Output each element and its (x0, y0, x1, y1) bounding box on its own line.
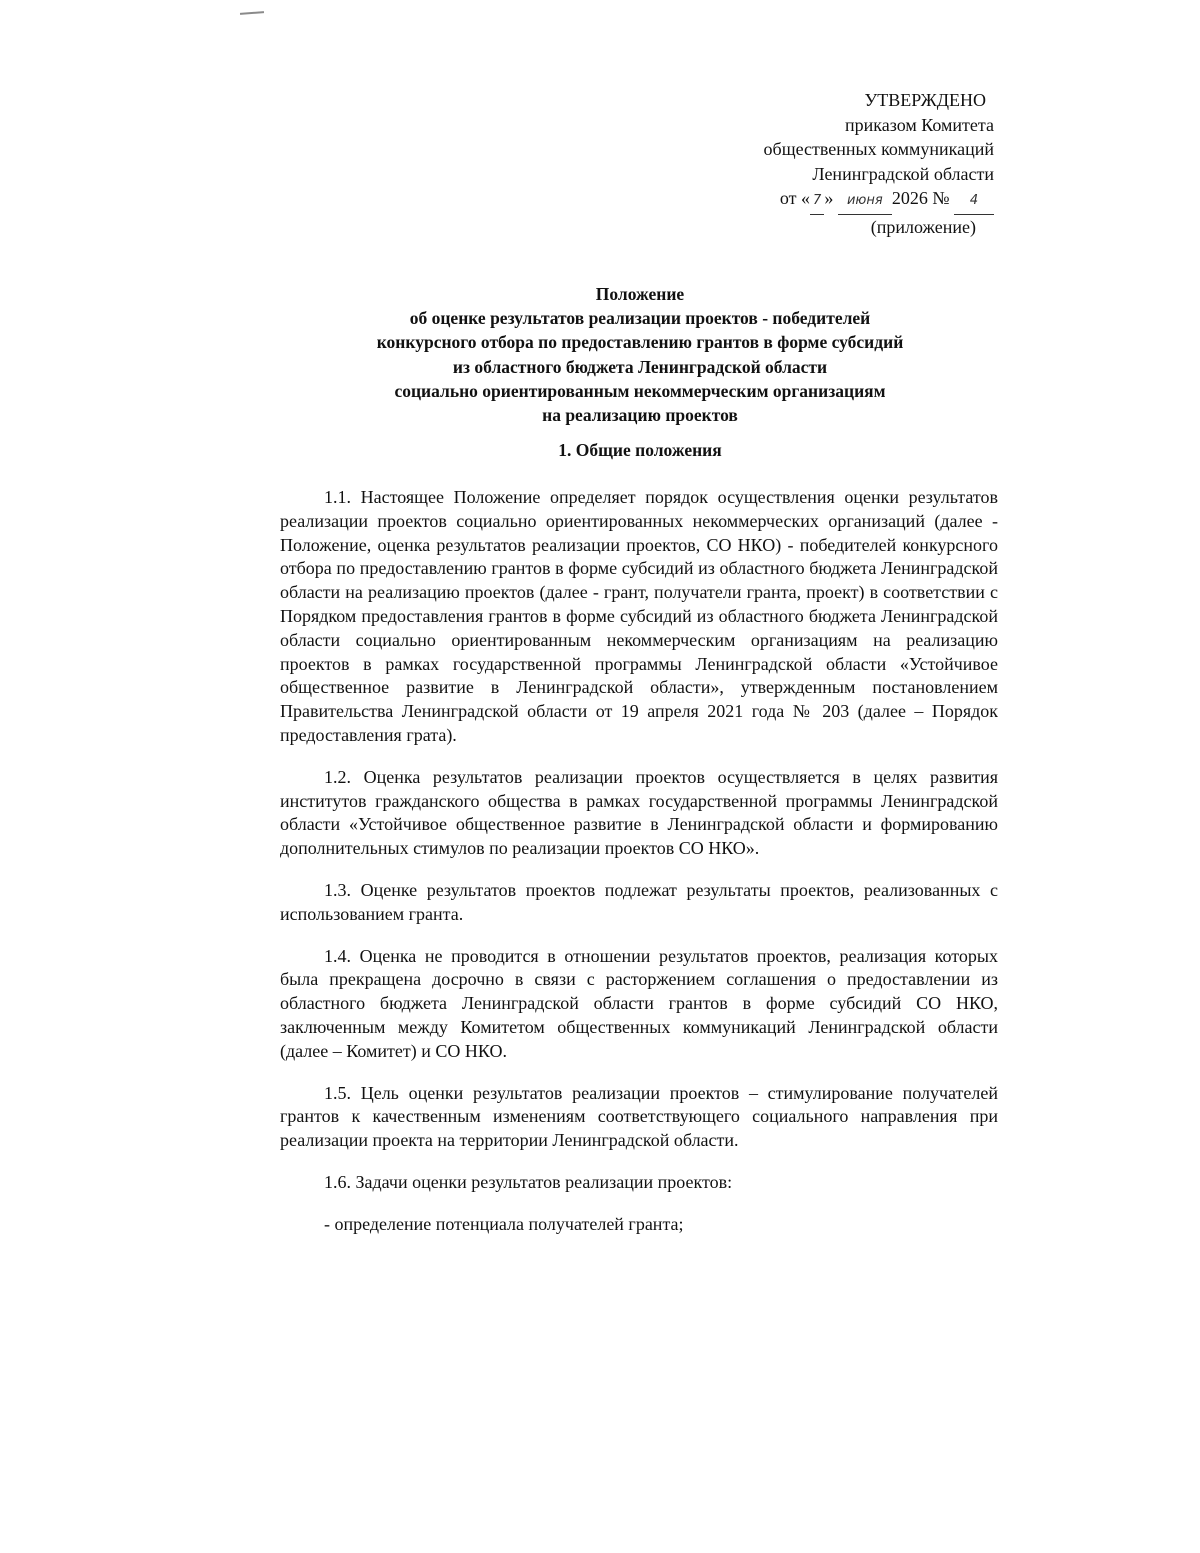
approval-line-order: приказом Комитета (844, 114, 994, 135)
paragraph-1-1: 1.1. Настоящее Положение определяет порядок осуществления оценки результатов реализации проектов социально ориентированных некоммерческих организаций (далее - Положение, оценка результатов реализации проектов, СО НКО) - победителей конкурсного отбора по предоставлению грантов в форме субсидий из областного бюджета Ленинградской области на реализацию проектов (далее - грант, получатели гранта, проект) в соответствии с Порядком предоставления грантов в форме субсидий из областного бюджета Ленинградской области социально ориентированным некоммерческим организациям на реализацию проектов в рамках государственной программы Ленинградской области «Устойчивое общественное развитие в Ленинградской области», утвержденным постановлением Правительства Ленинградской области от 19 апреля 2021 года № 203 (далее – Порядок предоставления грата). (280, 487, 998, 745)
paragraph-1-5: 1.5. Цель оценки результатов реализации проектов – стимулирование получателей грантов к качественным изменениям соответствующего социального направления при реализации проекта на территории Ленинградской области. (280, 1082, 998, 1151)
paragraph-1-4: 1.4. Оценка не проводится в отношении результатов проектов, реализация которых была прекращена досрочно в связи с расторжением соглашения о предоставлении из областного бюджета Ленинградской области грантов в форме субсидий СО НКО, заключенным между Комитетом общественных коммуникаций Ленинградской области (далее – Комитет) и СО НКО. (280, 945, 998, 1061)
date-prefix: от « (779, 188, 811, 208)
title-line: Положение (595, 284, 685, 304)
list-item-task: - определение потенциала получателей гранта; (324, 1213, 684, 1234)
approval-line-region: Ленинградской области (812, 163, 994, 184)
paragraph-1-3: 1.3. Оценке результатов проектов подлежат результаты проектов, реализованных с использованием гранта. (280, 879, 998, 924)
date-mid: » (824, 188, 834, 208)
title-line: из областного бюджета Ленинградской области (452, 356, 828, 377)
approval-title: УТВЕРЖДЕНО (864, 90, 986, 110)
approval-note: (приложение) (870, 216, 976, 237)
title-line: социально ориентированным некоммерческим организациям (394, 380, 886, 401)
document-body (280, 486, 998, 1255)
paragraph-1-6: 1.6. Задачи оценки результатов реализации проектов: (324, 1171, 733, 1192)
scan-artifact-mark (240, 11, 264, 15)
handwritten-month: июня (838, 189, 892, 215)
document-title (280, 282, 1000, 427)
approval-stamp-block (764, 88, 994, 239)
date-year: 2026 № (891, 188, 950, 208)
approval-line-committee: общественных коммуникаций (763, 139, 994, 159)
title-line: конкурсного отбора по предоставлению грантов в форме субсидий (376, 332, 904, 353)
section-heading: 1. Общие положения (558, 440, 722, 460)
title-line: об оценке результатов реализации проектов - победителей (409, 308, 871, 329)
handwritten-day: 7 (810, 189, 824, 215)
approval-date-line (764, 186, 994, 215)
title-line: на реализацию проектов (542, 405, 738, 426)
paragraph-1-2: 1.2. Оценка результатов реализации проектов осуществляется в целях развития институтов гражданского общества в рамках государственной программы Ленинградской области «Устойчивое общественное развитие в Ленинградской области и формированию дополнительных стимулов по реализации проектов СО НКО». (280, 766, 998, 859)
handwritten-doc-number: 4 (954, 189, 994, 215)
